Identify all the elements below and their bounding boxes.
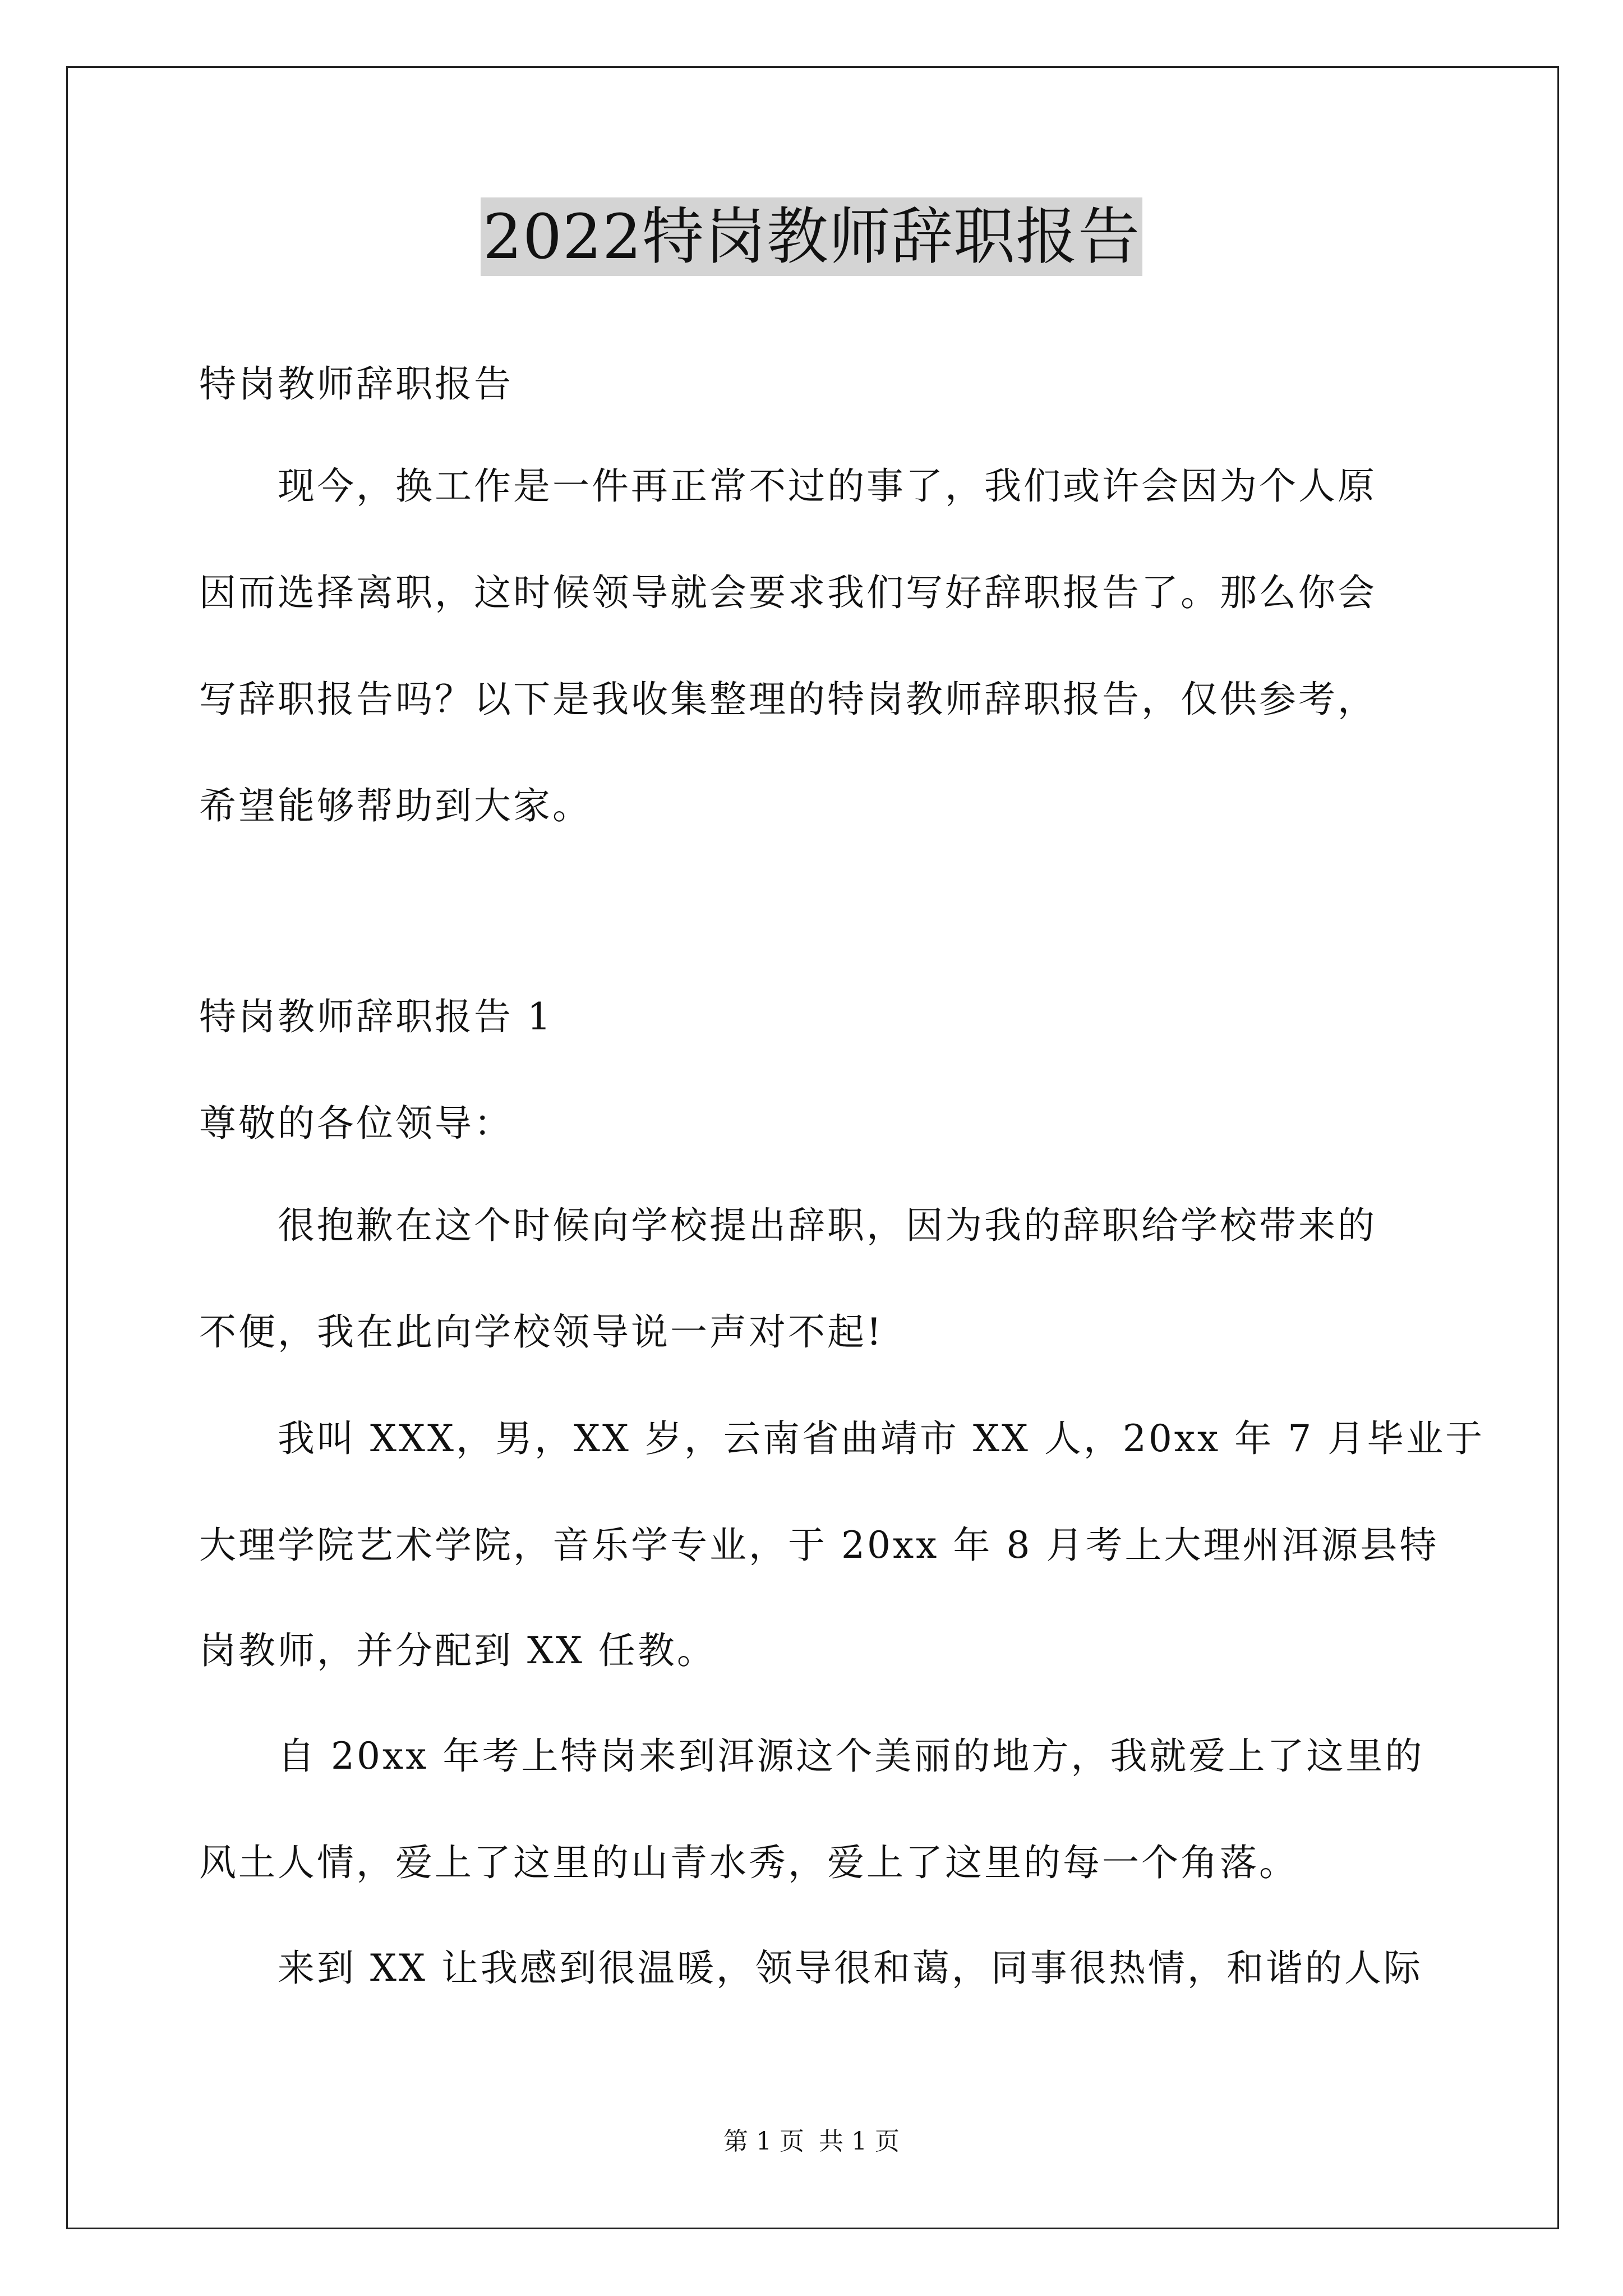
page-footer bbox=[0, 2125, 1623, 2159]
paragraph-line: 岗教师，并分配到 XX 任教。 bbox=[199, 1629, 716, 1672]
page-total: 共 1 页 bbox=[819, 2127, 900, 2156]
paragraph-line: 现今，换工作是一件再正常不过的事了，我们或许会因为个人原 bbox=[278, 464, 1377, 508]
paragraph-line: 我叫 XXX，男，XX 岁，云南省曲靖市 XX 人，20xx 年 7 月毕业于 bbox=[278, 1417, 1485, 1460]
paragraph-line: 自 20xx 年考上特岗来到洱源这个美丽的地方，我就爱上了这里的 bbox=[278, 1734, 1424, 1778]
section-heading: 特岗教师辞职报告 1 bbox=[199, 995, 553, 1038]
paragraph-line: 希望能够帮助到大家。 bbox=[199, 784, 592, 827]
paragraph-line: 很抱歉在这个时候向学校提出辞职，因为我的辞职给学校带来的 bbox=[278, 1204, 1377, 1247]
paragraph-line: 因而选择离职，这时候领导就会要求我们写好辞职报告了。那么你会 bbox=[199, 571, 1377, 614]
document-title: 2022特岗教师辞职报告 bbox=[481, 197, 1142, 276]
title-container bbox=[0, 197, 1623, 276]
paragraph-line: 大理学院艺术学院，音乐学专业，于 20xx 年 8 月考上大理州洱源县特 bbox=[199, 1524, 1439, 1567]
paragraph-line: 来到 XX 让我感到很温暖，领导很和蔼，同事很热情，和谐的人际 bbox=[278, 1947, 1423, 1990]
paragraph-line: 风土人情，爱上了这里的山青水秀，爱上了这里的每一个角落。 bbox=[199, 1841, 1298, 1884]
paragraph-line: 不便，我在此向学校领导说一声对不起! bbox=[199, 1310, 884, 1354]
section-heading: 特岗教师辞职报告 bbox=[199, 362, 513, 406]
paragraph-line: 写辞职报告吗？以下是我收集整理的特岗教师辞职报告，仅供参考， bbox=[199, 678, 1377, 721]
salutation: 尊敬的各位领导： bbox=[199, 1102, 513, 1145]
page-number: 第 1 页 bbox=[723, 2127, 804, 2156]
